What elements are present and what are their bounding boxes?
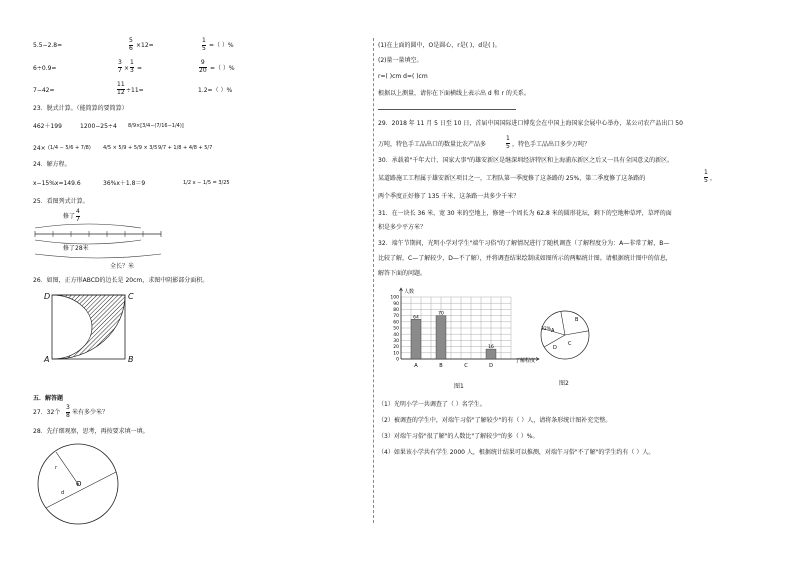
question-30: 某道路施工工程属于雄安新区项目之一，工程队第一季度修了这条路的 25%，第二季度修了这条路的: [378, 175, 646, 182]
calc-item: 24×: [33, 145, 46, 152]
calc-item: 7−42=: [33, 87, 55, 94]
category-label: B: [439, 363, 443, 369]
fraction: 1 3: [130, 59, 134, 74]
question-29: 万吨，特色手工品出口的数量比农产品多: [378, 141, 487, 148]
category-label: A: [414, 363, 418, 369]
question-31: 积是多少平方米？: [378, 224, 427, 231]
y-tick-label: 90: [393, 301, 399, 307]
question-text: 根据以上测量，请你在下面横线上表示出 d 和 r 的关系。: [378, 90, 530, 97]
circle-label: r: [55, 465, 58, 471]
calc-item: 1.2=（ ）%: [198, 87, 233, 94]
data-label: 64: [413, 315, 419, 321]
question-25: 25．看图列式计算。: [33, 198, 89, 205]
question-32: 比较了解，C—了解较少，D—不了解），并将调查结果绘制成如图所示的两幅统计图。请根据统计图中的信息，: [378, 255, 672, 262]
calc-item: ×: [124, 65, 130, 72]
line-segment-diagram: [33, 220, 163, 260]
question-29: 29．2018 年 11 月 5 日至 10 日，首届中国国际进口博览会在中国上海国家会展中心举办，某公司农产品出口 50: [378, 120, 683, 127]
sub-question: （1）光明小学一共调查了（ ）名学生。: [378, 401, 486, 408]
column-divider: [373, 38, 374, 523]
sub-question: （3）对端午习俗"很了解"的人数比"了解较少"的多（ ）%。: [378, 433, 539, 440]
calc-item: =: [137, 65, 143, 72]
equation: x−15%x=149.6: [33, 180, 81, 187]
category-label: C: [464, 363, 468, 369]
calc-item: =（ ）%: [209, 42, 234, 49]
question-32: 32．端午节期间，光明小学对学生"端午习俗"的了解情况进行了随机调查（了解程度分为：A—非常了解，B—: [378, 240, 670, 247]
y-tick-label: 0: [396, 357, 399, 363]
fraction: 11 12: [117, 81, 125, 96]
fraction: 5 6: [129, 37, 133, 52]
calc-item: ×12=: [136, 42, 154, 49]
fraction: 3 8: [66, 404, 70, 419]
diagram-label: 修了: [63, 213, 76, 220]
fraction: 9 20: [199, 59, 207, 74]
y-axis-label: 人数: [404, 289, 415, 295]
category-label: D: [489, 363, 493, 369]
question-27: 米有多少米？: [72, 409, 109, 416]
calc-item: (1/4 − 5/6 + 7/8): [48, 145, 91, 151]
bar: [486, 349, 496, 359]
question-30: 两个季度正好修了 135 千米，这条路一共多少千米？: [378, 193, 520, 200]
vertex-label: A: [44, 355, 50, 364]
vertex-label: C: [128, 292, 134, 301]
fraction: 1 5: [506, 135, 510, 150]
equation: 1/2 x − 1/5 = 3/25: [183, 180, 230, 186]
slice-annotation: 32%: [541, 327, 552, 332]
calc-item: 1200−25÷4: [80, 123, 117, 130]
answer-line: [378, 109, 516, 110]
pie-slice-border: [565, 331, 589, 335]
y-tick-label: 60: [393, 320, 399, 326]
slice-label: A: [551, 328, 555, 334]
sub-question: （4）如果该小学共有学生 2000 人，根据统计结果可以推测，对端午习俗"不了解"的学生约有（ ）人。: [378, 449, 655, 456]
fraction: 3 7: [118, 59, 122, 74]
calc-item: =（ ）%: [210, 65, 235, 72]
question-28: 28．先仔细观察，思考，再按要求填一填。: [33, 428, 149, 435]
question-31: 31．在一块长 36 米，宽 30 米的空地上，修建一个周长为 62.8 米的圆形花坛，剩下的空地种草坪，草坪的面: [378, 210, 672, 217]
calc-item: 8/9×[3/4−(7/16−1/4)]: [128, 123, 184, 129]
fraction: 4 7: [76, 208, 80, 223]
figure-caption: 图2: [559, 380, 569, 387]
y-tick-label: 20: [393, 345, 399, 351]
y-tick-label: 40: [393, 332, 399, 338]
calc-item: 4/5 × 5/9 + 5/9 × 3/5: [103, 145, 158, 151]
question-30: ，: [710, 175, 717, 182]
figure-caption: 图1: [454, 383, 464, 390]
sub-question: （2）被调查的学生中，对端午习俗"了解较少"的有（ ）人，请将条形统计图补充完整。: [378, 417, 612, 424]
pie-chart: [535, 305, 595, 365]
data-label: 70: [438, 311, 444, 317]
y-tick-label: 100: [390, 295, 399, 301]
y-tick-label: 10: [393, 351, 399, 357]
y-tick-label: 50: [393, 326, 399, 332]
calc-item: ÷11=: [126, 87, 144, 94]
circle-label: d: [61, 490, 65, 496]
slice-label: C: [568, 341, 572, 347]
question-text: r=( )cm d=( )cm: [378, 73, 428, 80]
bar: [411, 319, 421, 359]
question-32: 解答下面的问题。: [378, 270, 427, 277]
diagram-label: 全长？米: [110, 263, 135, 270]
square-shaded-figure: [51, 294, 131, 362]
fraction: 1 5: [704, 169, 708, 184]
slice-label: D: [553, 345, 557, 351]
question-23: 23．脱式计算。（能简算的要简算）: [33, 105, 128, 112]
calc-item: 9/7 + 1/8 + 4/8 + 5/7: [158, 145, 213, 151]
calc-item: 6÷0.9=: [33, 65, 57, 72]
calc-item: 462＋199: [33, 123, 62, 130]
section-title: 五．解答题: [33, 395, 64, 402]
equation: 36%x＋1.8＝9: [103, 180, 146, 187]
question-text: (1)在上面的圆中，O是圆心，r是( )，d是( )。: [378, 42, 501, 49]
bar: [436, 316, 446, 359]
bar-chart: [375, 285, 535, 377]
pie-slice-border: [561, 311, 565, 335]
question-29: ，特色手工品出口多少万吨？: [512, 141, 591, 148]
y-tick-label: 30: [393, 339, 399, 344]
y-tick-label: 70: [393, 314, 399, 320]
question-30: 30．承载着"千年大计、国家大事"的雄安新区是继深圳经济特区和上海浦东新区之后又一具有全国意义的新区。: [378, 157, 674, 164]
question-24: 24．解方程。: [33, 161, 71, 168]
diagram-label: 修了28米: [63, 245, 89, 252]
question-27: 27．32个: [33, 409, 61, 416]
vertex-label: D: [44, 292, 51, 301]
circle-label: O: [76, 480, 82, 488]
question-26: 26．如图，正方形ABCD的边长是 20cm，求图中阴影部分面积。: [33, 277, 209, 284]
question-text: (2)量一量填空。: [378, 57, 423, 64]
fraction: 1 5: [202, 37, 206, 52]
data-label: 16: [488, 345, 494, 351]
slice-label: B: [575, 317, 579, 323]
calc-item: 5.5−2.8=: [33, 42, 63, 49]
vertex-label: B: [128, 355, 134, 364]
y-tick-label: 80: [393, 308, 399, 313]
x-axis-label: 了解程度: [515, 358, 536, 364]
